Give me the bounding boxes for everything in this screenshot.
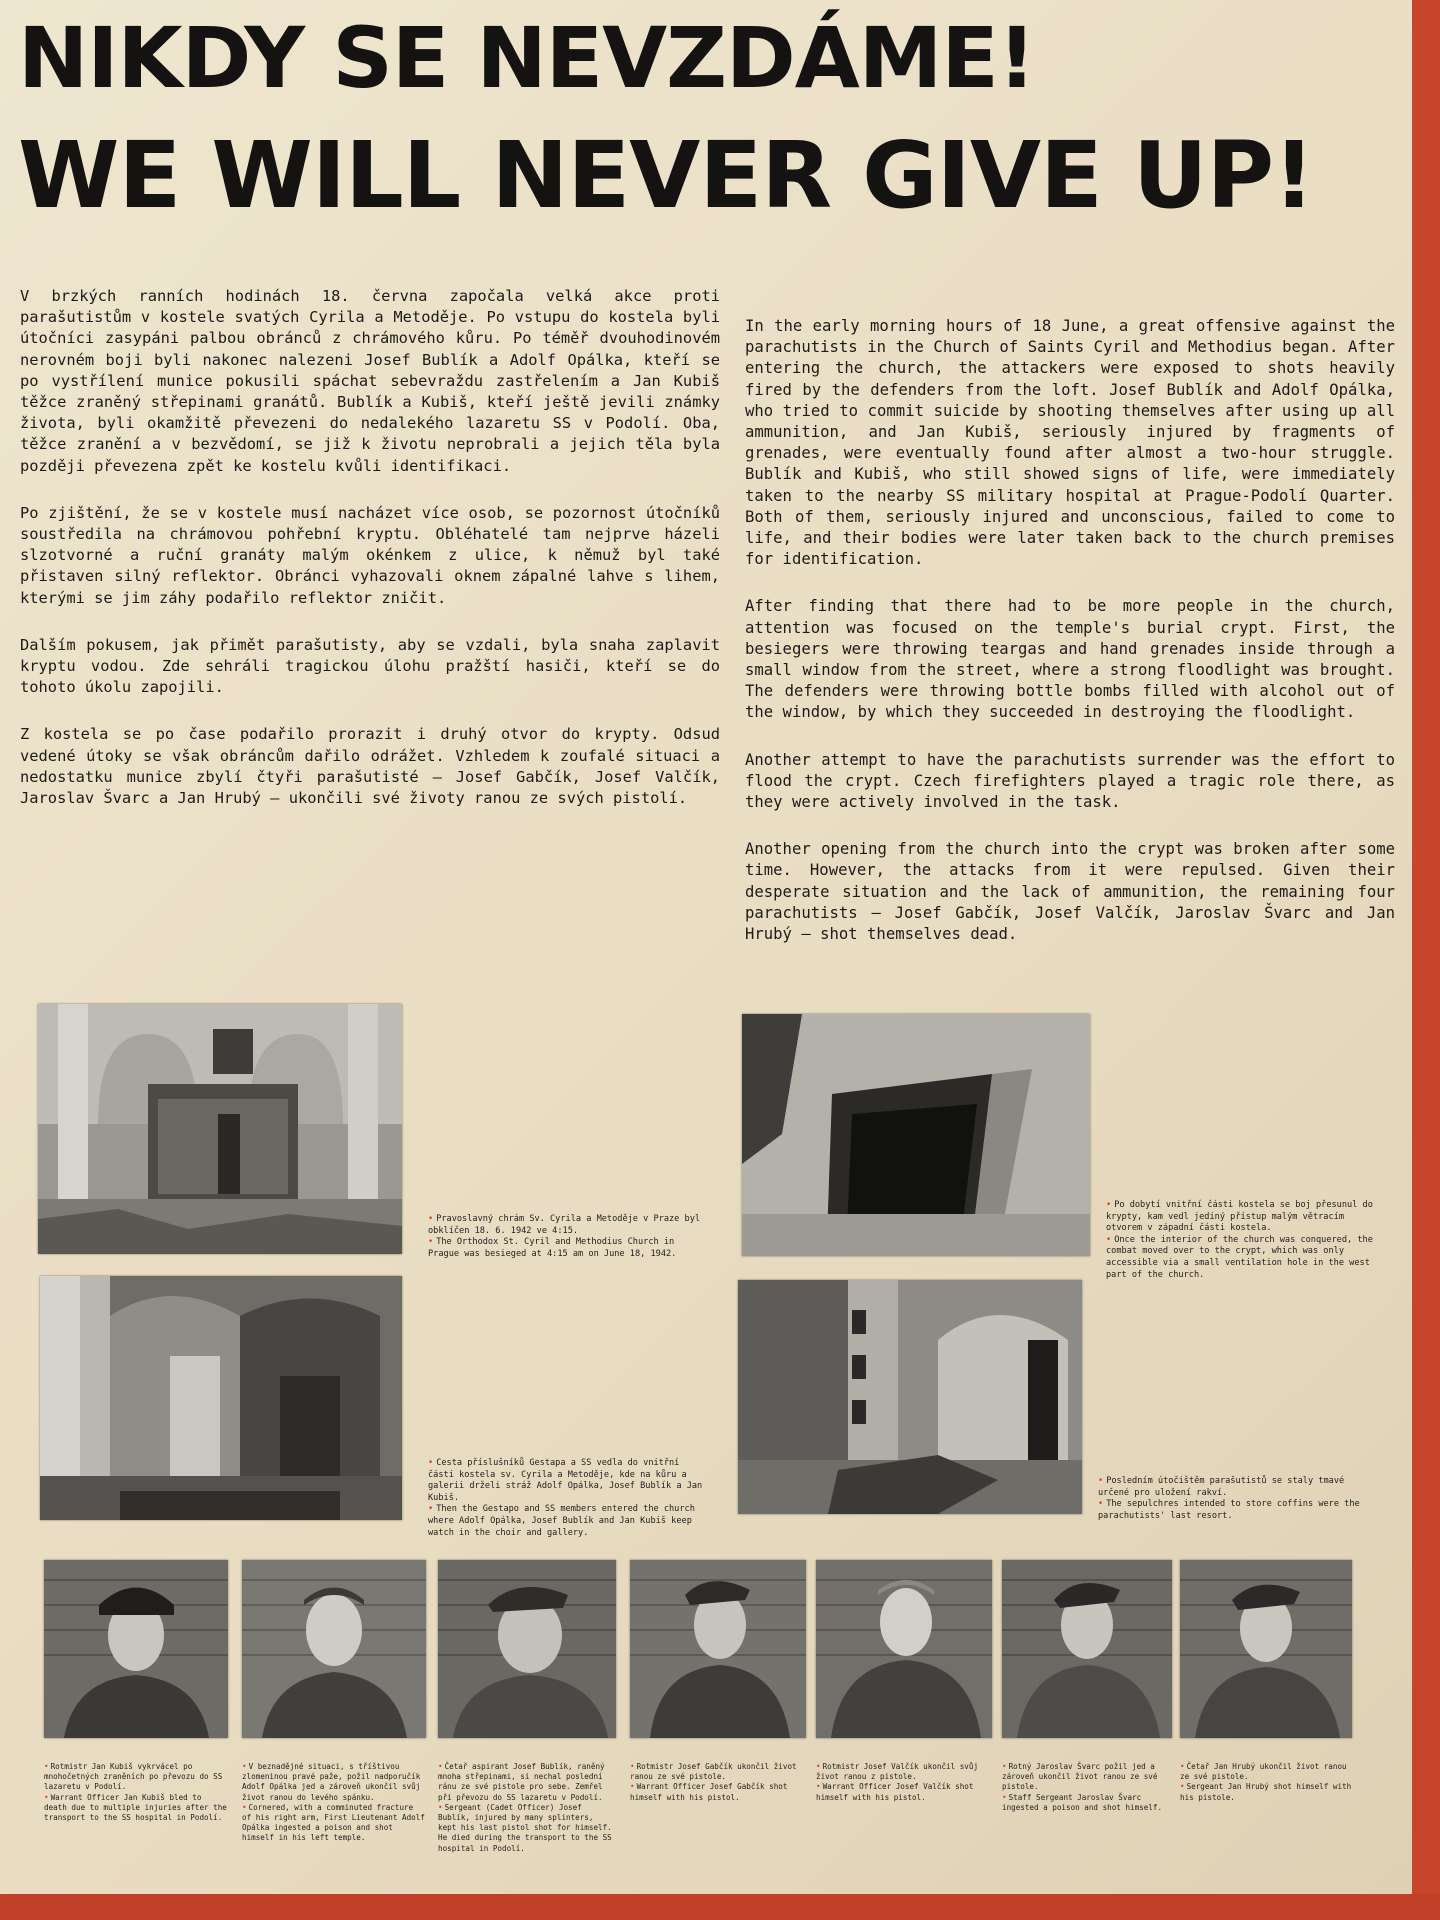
caption-english: The sepulchres intended to store coffins were the parachutists' last resort.: [1098, 1499, 1360, 1521]
portrait-adolf-opalka: [242, 1560, 426, 1738]
photo-caption: • Po dobytí vnitřní části kostela se boj přesunul do krypty, kam vedl jediný přístup malým větracím otvorem v západní části kostela. • Once the interior of the church was conquered, the combat moved over to the crypt, which was only accessible via a small ventilation hole in the west part of the church.: [1106, 1200, 1373, 1280]
photo-caption: • Pravoslavný chrám Sv. Cyrila a Metoděje v Praze byl obklíčen 18. 6. 1942 ve 4:15. • The Orthodox St. Cyril and Methodius Church in Prague was besieged at 4:15 am on June 18, 1942.: [428, 1214, 701, 1259]
caption-czech: Posledním útočištěm parašutistů se staly tmavé určené pro uložení rakví.: [1098, 1476, 1345, 1498]
caption-czech: Rotný Jaroslav Švarc požil jed a zároveň ukončil život ranou ze své pistole.: [1002, 1762, 1158, 1792]
title-czech: NIKDY SE NEVZDÁME!: [18, 9, 1036, 107]
caption-czech: Rotmistr Josef Valčík ukončil svůj život ranou z pistole.: [816, 1762, 979, 1782]
czech-paragraph: V brzkých ranních hodinách 18. června započala velká akce proti parašutistům v kostele svatých Cyrila a Metoděje. Po vstupu do kostela byli útočníci zasypáni palbou obránců z chrámového kůru. Po téměř dvouhodinovém nerovném boji byli nakonec nalezeni Josef Bublík a Adolf Opálka, kteří se po vystřílení munice pokusili spáchat sebevraždu zastřelením a Jan Kubiš těžce zraněný střepinami granátů. Bublík a Kubiš, kteří ještě jevili známky života, byli okamžitě převezeni do nedalekého lazaretu SS v Podolí. Oba, těžce zranění a v bezvědomí, se již k životu neprobrali a jejich těla byla později převezena zpět ke kostelu kvůli identifikaci.: [20, 287, 720, 475]
czech-text-column: [20, 286, 720, 835]
caption-czech: Četař aspirant Josef Bublík, raněný mnoha střepinami, si nechal poslední ránu ze své pistole pro sebe. Zemřel při převozu do SS lazaretu v Podolí.: [438, 1762, 605, 1802]
caption-english: Then the Gestapo and SS members entered the church where Adolf Opálka, Josef Bublík and Jan Kubiš keep watch in the choir and gallery.: [428, 1504, 695, 1538]
caption-czech: Po dobytí vnitřní části kostela se boj přesunul do krypty, kam vedl jediný přístup malým větracím otvorem v západní části kostela.: [1106, 1200, 1373, 1234]
caption-english: Warrant Officer Josef Gabčík shot himself with his pistol.: [630, 1782, 788, 1802]
caption-czech: V beznadějné situaci, s tříštivou zlomeninou pravé paže, požil nadporučík Adolf Opálka jed a zároveň ukončil svůj život ranou do levého spánku.: [242, 1762, 421, 1802]
portrait-caption: • Četař aspirant Josef Bublík, raněný mnoha střepinami, si nechal poslední ránu ze své pistole pro sebe. Zemřel při převozu do SS lazaretu v Podolí. • Sergeant (Cadet Officer) Josef Bublík, injured by many splinters, kept his last pistol shot for himself. He died during the transport to the SS hospital in Podolí.: [438, 1762, 612, 1853]
photo-caption: • Cesta příslušníků Gestapa a SS vedla do vnitřní části kostela sv. Cyrila a Metoděje, kde na kůru a galerii drželi stráž Adolf Opálka, Josef Bublík a Jan Kubiš. • Then the Gestapo and SS members entered the church where Adolf Opálka, Josef Bublík and Jan Kubiš keep watch in the choir and gallery.: [428, 1458, 703, 1538]
caption-english: Warrant Officer Josef Valčík shot himself with his pistol.: [816, 1782, 974, 1802]
caption-english: Sergeant (Cadet Officer) Josef Bublík, injured by many splinters, kept his last pistol shot for himself. He died during the transport to the SS hospital in Podolí.: [438, 1802, 612, 1853]
portrait-caption: • Rotmistr Jan Kubiš vykrvácel po mnohočetných zraněních po převozu do SS lazaretu v Podolí. • Warrant Officer Jan Kubiš bled to death due to multiple injuries after the transport to the SS hospital in Podolí.: [44, 1762, 227, 1823]
portrait-caption: • Rotmistr Josef Valčík ukončil svůj život ranou z pistole. • Warrant Officer Josef Valčík shot himself with his pistol.: [816, 1762, 979, 1802]
caption-czech: Pravoslavný chrám Sv. Cyrila a Metoděje v Praze byl obklíčen 18. 6. 1942 ve 4:15.: [428, 1214, 701, 1236]
caption-czech: Rotmistr Jan Kubiš vykrvácel po mnohočetných zraněních po převozu do SS lazaretu v Podolí.: [44, 1762, 223, 1792]
caption-czech: Rotmistr Josef Gabčík ukončil život ranou ze své pistole.: [630, 1762, 797, 1782]
red-border-right: [1410, 0, 1440, 1920]
english-paragraph: Another opening from the church into the crypt was broken after some time. However, the attacks from it were repulsed. Given their desperate situation and the lack of ammunition, the remaining four parachutists – Josef Gabčík, Josef Valčík, Jaroslav Švarc and Jan Hrubý – shot themselves dead.: [745, 840, 1395, 944]
portrait-josef-bublik: [438, 1560, 616, 1738]
portrait-jan-kubis: [44, 1560, 228, 1738]
portrait-josef-gabcik: [630, 1560, 806, 1738]
portrait-caption: • V beznadějné situaci, s tříštivou zlomeninou pravé paže, požil nadporučík Adolf Opálka jed a zároveň ukončil svůj život ranou do levého spánku. • Cornered, with a comminuted fracture of his right arm, First Lieutenant Adolf Opálka ingested a poison and shot himself in his left temple.: [242, 1762, 425, 1843]
caption-english: Warrant Officer Jan Kubiš bled to death due to multiple injuries after the transport to the SS hospital in Podolí.: [44, 1792, 227, 1823]
czech-paragraph: Po zjištění, že se v kostele musí nacházet více osob, se pozornost útočníků soustředila na chrámovou pohřební kryptu. Obléhatelé tam nejprve házeli slzotvorné a ruční granáty malým okénkem z ulice, k němuž byl také přistaven silný reflektor. Obránci vyhazovali oknem zápalné lahve s lihem, kterými se jim záhy podařilo reflektor zničit.: [20, 503, 720, 607]
portrait-jaroslav-svarc: [1002, 1560, 1172, 1738]
czech-paragraph: Dalším pokusem, jak přimět parašutisty, aby se vzdali, byla snaha zaplavit kryptu vodou. Zde sehráli tragickou úlohu pražští hasiči, kteří se do tohoto úkolu zapojili.: [20, 635, 720, 697]
portrait-caption: • Rotmistr Josef Gabčík ukončil život ranou ze své pistole. • Warrant Officer Josef Gabčík shot himself with his pistol.: [630, 1762, 797, 1802]
english-paragraph: In the early morning hours of 18 June, a great offensive against the parachutists in the Church of Saints Cyril and Methodius began. After entering the church, the attackers were exposed to shots heavily fired by the defenders from the loft. Josef Bublík and Adolf Opálka, who tried to commit suicide by shooting themselves after using up all ammunition, and Jan Kubiš, seriously injured by fragments of grenades, were eventually found after almost a two-hour struggle. Bublík and Kubiš, who still showed signs of life, were immediately taken to the nearby SS military hospital at Prague-Podolí Quarter. Both of them, seriously injured and unconscious, failed to come to life, and their bodies were later taken back to the church premises for identification.: [745, 317, 1395, 569]
portrait-jan-hruby: [1180, 1560, 1352, 1738]
portrait-caption: • Rotný Jaroslav Švarc požil jed a zároveň ukončil život ranou ze své pistole. • Staff Sergeant Jaroslav Švarc ingested a poison and shot himself.: [1002, 1762, 1163, 1812]
caption-english: Once the interior of the church was conquered, the combat moved over to the crypt, which was only accessible via a small ventilation hole in the west part of the church.: [1106, 1234, 1373, 1280]
photo-caption: • Posledním útočištěm parašutistů se staly tmavé určené pro uložení rakví. • The sepulchres intended to store coffins were the parachutists' last resort.: [1098, 1476, 1360, 1521]
czech-paragraph: Z kostela se po čase podařilo prorazit i druhý otvor do krypty. Odsud vedené útoky se však obráncům dařilo odrážet. Vzhledem k zoufalé situaci a nedostatku munice zbylí čtyři parašutisté – Josef Gabčík, Josef Valčík, Jaroslav Švarc a Jan Hrubý – ukončili své životy ranou ze svých pistolí.: [20, 725, 720, 808]
crypt-sepulchres-photo: [738, 1280, 1082, 1514]
english-text-column: [745, 316, 1395, 971]
portrait-caption: • Četař Jan Hrubý ukončil život ranou ze své pistole. • Sergeant Jan Hrubý shot himself with his pistole.: [1180, 1762, 1352, 1802]
caption-english: Sergeant Jan Hrubý shot himself with his pistole.: [1180, 1782, 1352, 1802]
english-paragraph: After finding that there had to be more people in the church, attention was focused on the temple's burial crypt. First, the besiegers were throwing teargas and hand grenades inside through a small window from the street, where a strong floodlight was brought. The defenders were throwing bottle bombs filled with alcohol out of the window, by which they succeeded in destroying the floodlight.: [745, 597, 1395, 722]
title-english: WE WILL NEVER GIVE UP!: [18, 122, 1315, 229]
church-gallery-photo: [40, 1276, 402, 1520]
portrait-josef-valcik: [816, 1560, 992, 1738]
church-interior-photo: [38, 1004, 402, 1254]
english-paragraph: Another attempt to have the parachutists surrender was the effort to flood the crypt. Czech firefighters played a tragic role there, as they were actively involved in the task.: [745, 750, 1395, 812]
caption-english: The Orthodox St. Cyril and Methodius Church in Prague was besieged at 4:15 am on June 18, 1942.: [428, 1237, 677, 1259]
caption-english: Cornered, with a comminuted fracture of his right arm, First Lieutenant Adolf Opálka ingested a poison and shot himself in his left temple.: [242, 1802, 425, 1843]
caption-english: Staff Sergeant Jaroslav Švarc ingested a poison and shot himself.: [1002, 1792, 1163, 1812]
caption-czech: Četař Jan Hrubý ukončil život ranou ze své pistole.: [1180, 1762, 1347, 1782]
caption-czech: Cesta příslušníků Gestapa a SS vedla do vnitřní části kostela sv. Cyrila a Metoděje, kde na kůru a galerii drželi stráž Adolf Opálka, Josef Bublík a Jan Kubiš.: [428, 1458, 703, 1503]
red-border-bottom: [0, 1894, 1440, 1920]
crypt-opening-photo: [742, 1014, 1090, 1256]
